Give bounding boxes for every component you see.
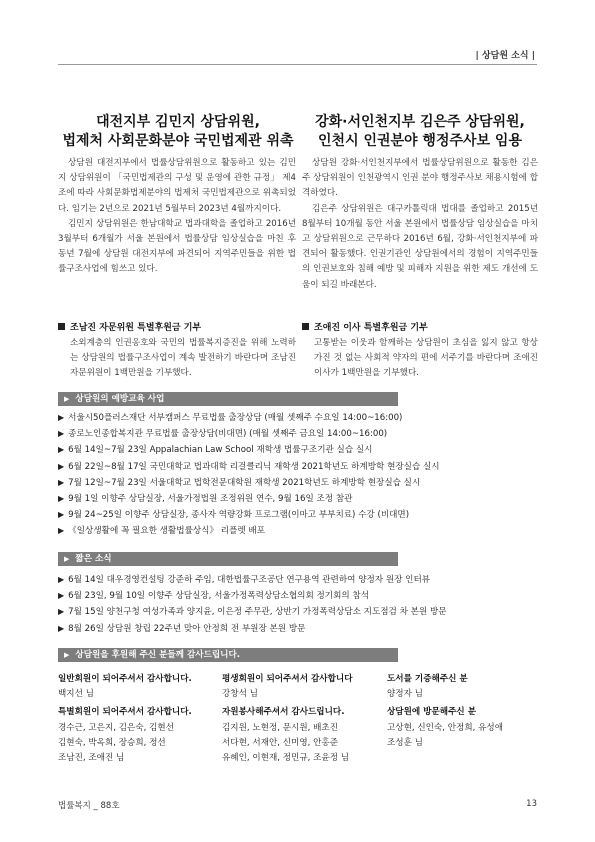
- list-item: ▶ 《일상생활에 꼭 필요한 생활법률상식》 리플렛 배포: [58, 526, 266, 537]
- right-notice-title: [302, 320, 428, 333]
- arrow-bullet-icon: ▶: [58, 461, 65, 471]
- square-bullet-icon: [58, 323, 65, 330]
- thanks-names: 조성훈 님: [387, 737, 423, 748]
- thanks-col1: [58, 672, 228, 766]
- thanks-section-bar: [58, 648, 398, 662]
- header-divider: [58, 64, 537, 65]
- list-item: ▶ 9월 24~25일 이향주 상담실장, 종사자 역량강화 프로그램(이마고 부부치료) 수강 (비대면): [58, 510, 410, 521]
- thanks-names: 양정자 님: [387, 689, 423, 700]
- triangle-icon: ▶: [64, 651, 70, 659]
- prevention-list: [58, 410, 538, 540]
- left-article-body: [58, 156, 296, 278]
- list-item: ▶ 6월 14일~7월 23일 Appalachian Law School 재학생 법률구조기관 실습 실시: [58, 445, 373, 456]
- thanks-names: 경수근, 고은지, 김은숙, 김현선: [58, 722, 175, 733]
- right-title-line1: 강화·서인천지부 김은주 상담위원,: [315, 114, 525, 130]
- left-notice-title-text: 조남진 자문위원 특별후원금 기부: [70, 323, 202, 333]
- thanks-col2: [222, 672, 382, 766]
- right-notice-title-text: 조애진 이사 특별후원금 기부: [314, 323, 428, 333]
- arrow-bullet-icon: ▶: [58, 477, 65, 487]
- footer-publication: 법률복지 _ 88호: [58, 801, 120, 811]
- thanks-names: 백지선 님: [58, 689, 94, 700]
- right-title-line2: 인천시 인권분야 행정주사보 임용: [318, 133, 522, 149]
- thanks-names: 서다현, 서재안, 신미영, 안홍준: [222, 737, 339, 748]
- triangle-icon: ▶: [64, 395, 70, 403]
- news-section-title: 짧은 소식: [75, 554, 112, 564]
- thanks-heading: 특별회원이 되어주셔서 감사합니다.: [58, 707, 192, 718]
- arrow-bullet-icon: ▶: [58, 445, 65, 455]
- news-section-bar: [58, 552, 398, 566]
- thanks-names: 고상현, 신인숙, 안정희, 유성애: [387, 722, 504, 733]
- thanks-heading: 평생회원이 되어주셔서 감사합니다: [222, 674, 353, 684]
- thanks-names: 김지원, 노현정, 문시원, 배초진: [222, 722, 339, 733]
- list-item: ▶ 7월 12일~7월 23일 서울대학교 법학전문대학원 재학생 2021학년도 하계방학 현장실습 실시: [58, 477, 421, 488]
- news-list: [58, 572, 538, 637]
- list-item: ▶ 6월 14일 대우경영컨설팅 강준하 주임, 대한법률구조공단 연구용역 관련하여 양정자 원장 인터뷰: [58, 575, 431, 585]
- right-article-para2: 김은주 상담위원은 대구카톨릭대 법대를 졸업하고 2015년 8월부터 10개월 동안 서울 본원에서 법률상담 임상실습을 마치고 상담위원으로 근무하다 2016년 6월, 강화·서인천지부에 파견되어 활동했다. 인권기관인 상담원에서의 경험이 지역주민들의 인권보호와 침해 예방 및 피해자 지원을 위한 제도 개선에 도움이 되길 바래본다.: [302, 203, 538, 290]
- square-bullet-icon: [302, 323, 309, 330]
- thanks-names: 강창석 님: [222, 689, 258, 700]
- thanks-section-title: 상담원을 후원해 주신 분들께 감사드립니다.: [75, 650, 241, 660]
- thanks-heading: 일반회원이 되어주셔서 감사합니다.: [58, 674, 192, 684]
- prevention-section-bar: [58, 392, 398, 406]
- left-article-title: [58, 113, 298, 151]
- left-article-para1: 상담원 대전지부에서 법률상담위원으로 활동하고 있는 김민지 상담위원이 「국민법제관의 구성 및 운영에 관한 규정」 제4조에 따라 사회문화법제분야의 법제처 국민법제관으로 위촉되었다. 임기는 2년으로 2021년 5월부터 2023년 4월까지이다.: [58, 158, 296, 214]
- arrow-bullet-icon: ▶: [58, 510, 65, 520]
- thanks-heading: 자원봉사해주셔서 감사드립니다.: [222, 707, 345, 718]
- right-article-para1: 상담원 강화·서인천지부에서 법률상담위원으로 활동한 김은주 상담위원이 인천광역시 인권 분야 행정주사보 채용시험에 합격하였다.: [302, 158, 538, 199]
- arrow-bullet-icon: ▶: [58, 575, 65, 584]
- arrow-bullet-icon: ▶: [58, 413, 65, 422]
- right-article-body: [302, 156, 538, 293]
- arrow-bullet-icon: ▶: [58, 429, 65, 439]
- thanks-heading: 도서를 기증해주신 분: [387, 674, 468, 684]
- right-notice-body: 고통받는 이웃과 함께하는 상담원이 초심을 잃지 않고 항상 가진 것 없는 사회적 약자의 편에 서주기를 바란다며 조애진 이사가 1백만원을 기부했다.: [314, 338, 538, 379]
- left-notice-title: [58, 320, 201, 333]
- thanks-names: 조남진, 조애진 님: [58, 753, 125, 764]
- list-item: ▶ 6월 23일, 9월 10일 이향주 상담실장, 서울가정폭력상담소협의회 정기회의 참석: [58, 591, 370, 602]
- list-item: ▶ 9월 1일 이향주 상담실장, 서울가정법원 조정위원 연수, 9월 16일 조정 참관: [58, 494, 353, 505]
- list-item: ▶ 종로노인종합복지관 무료법률 출장상담(비대면) (매월 셋째주 금요일 14:00~16:00): [58, 429, 388, 440]
- arrow-bullet-icon: ▶: [58, 526, 65, 536]
- thanks-col3: [387, 672, 537, 751]
- thanks-heading: 상담원에 방문해주신 분: [387, 707, 476, 718]
- list-item: ▶ 6월 22일~8월 17일 국민대학교 법과대학 리걸클리닉 재학생 2021학년도 하계방학 현장실습 실시: [58, 461, 440, 472]
- thanks-names: 김현숙, 박옥희, 장승희, 정선: [58, 737, 166, 748]
- left-article-para2: 김민지 상담위원은 한남대학교 법과대학을 졸업하고 2016년 3월부터 6개월가 서울 본원에서 법률상담 임상실습을 마친 후 동년 7월에 상담원 대전지부에 파견되어 지역주민들을 위한 법률구조사업에 힘쓰고 있다.: [58, 218, 296, 275]
- page-number: 13: [526, 799, 537, 809]
- prevention-section-title: 상담원의 예방교육 사업: [75, 394, 165, 404]
- thanks-names: 유혜인, 이현재, 정민규, 조윤정 님: [222, 753, 350, 764]
- left-notice-body: 소외계층의 인권옹호와 국민의 법률복지증진을 위해 노력하는 상담원의 법률구조사업이 계속 발전하기 바란다며 조남진 자문위원이 1백만원을 기부했다.: [70, 338, 296, 379]
- right-article-title: [300, 113, 540, 151]
- left-title-line1: 대전지부 김민지 상담위원,: [96, 114, 260, 130]
- arrow-bullet-icon: ▶: [58, 591, 65, 601]
- list-item: ▶ 8월 26일 상담원 창립 22주년 맞아 안정희 전 부원장 본원 방문: [58, 623, 306, 634]
- arrow-bullet-icon: ▶: [58, 607, 65, 617]
- section-tag: | 상담원 소식 |: [475, 51, 535, 61]
- triangle-icon: ▶: [64, 555, 70, 563]
- left-title-line2: 법제처 사회문화분야 국민법제관 위촉: [62, 133, 294, 149]
- arrow-bullet-icon: ▶: [58, 623, 65, 633]
- arrow-bullet-icon: ▶: [58, 494, 65, 504]
- list-item: ▶ 서울시50플러스재단 서부캠퍼스 무료법률 출장상담 (매월 셋째주 수요일 14:00~16:00): [58, 413, 403, 423]
- list-item: ▶ 7월 15일 양천구청 여성가족과 양지윤, 이은정 주무관, 상반기 가정폭력상담소 지도점검 차 본원 방문: [58, 607, 447, 618]
